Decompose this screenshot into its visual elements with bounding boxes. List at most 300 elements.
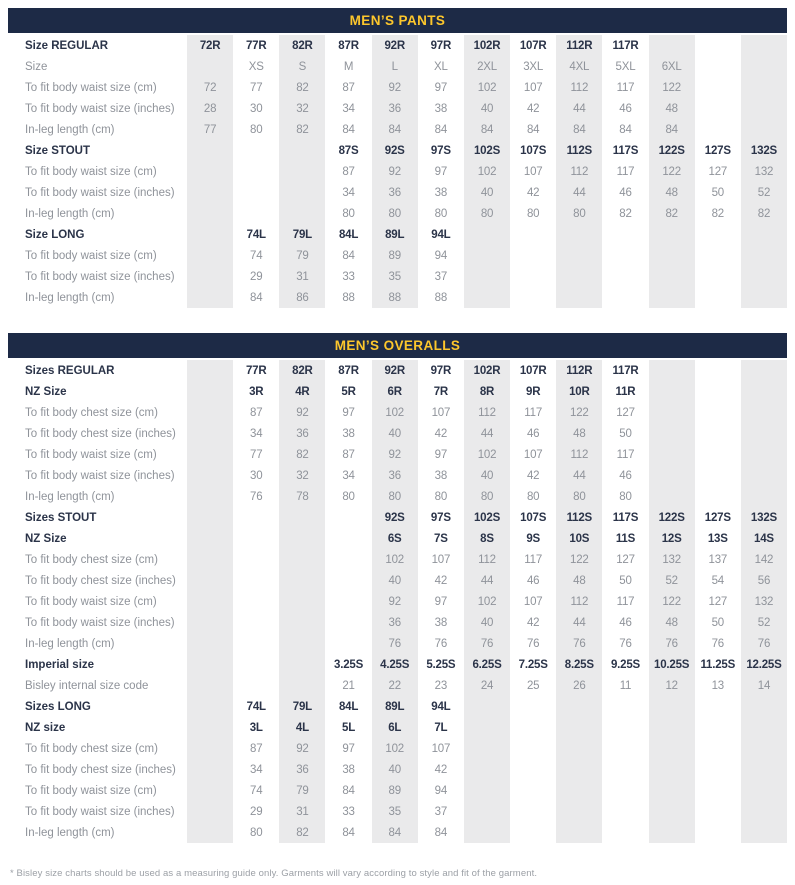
mens-pants-table [8, 8, 787, 308]
row-label: NZ size [25, 721, 66, 734]
value-cell: 44 [556, 98, 602, 119]
value-cell: 117 [616, 165, 635, 178]
value-cell [649, 486, 695, 507]
value-cell [741, 780, 787, 801]
value-cell: 34 [250, 427, 263, 440]
value-cell: 42 [526, 469, 540, 482]
value-cell [279, 570, 325, 591]
value-cell [187, 161, 233, 182]
value-cell [556, 266, 602, 287]
value-cell [279, 203, 325, 224]
table-row [8, 161, 787, 182]
size-code-cell: 112S [556, 507, 602, 528]
value-cell: 35 [372, 266, 418, 287]
table-row [8, 549, 787, 570]
size-code-cell [510, 224, 556, 245]
value-cell: 137 [708, 553, 728, 566]
size-code-cell [741, 717, 787, 738]
value-cell [602, 801, 648, 822]
value-cell [741, 801, 787, 822]
table-row [8, 119, 787, 140]
value-cell: 33 [342, 270, 355, 283]
value-cell: 22 [372, 675, 418, 696]
value-cell: 44 [556, 182, 602, 203]
row-label: Size [25, 60, 48, 73]
value-cell [741, 738, 787, 759]
value-cell [741, 402, 787, 423]
value-cell [187, 266, 233, 287]
row-label: To fit body waist size (inches) [25, 186, 175, 199]
value-cell: 84 [556, 119, 602, 140]
value-cell: 14 [741, 675, 787, 696]
value-cell: 87 [250, 406, 263, 419]
size-code-cell [187, 360, 233, 381]
value-cell [695, 119, 741, 140]
value-cell [649, 245, 695, 266]
size-code-cell [233, 140, 279, 161]
size-code-cell: 87R [338, 364, 359, 377]
size-code-cell [556, 696, 602, 717]
value-cell: 34 [342, 186, 355, 199]
value-cell: 44 [464, 570, 510, 591]
size-code-cell: 74L [246, 228, 266, 241]
value-cell: 102 [464, 77, 510, 98]
size-code-cell [741, 224, 787, 245]
value-cell [187, 549, 233, 570]
table-row [8, 266, 787, 287]
size-code-cell [279, 654, 325, 675]
value-cell [325, 591, 371, 612]
value-cell: 112 [556, 161, 602, 182]
value-cell: 26 [556, 675, 602, 696]
size-code-cell [741, 696, 787, 717]
value-cell: 72 [187, 77, 233, 98]
value-cell: 84 [372, 822, 418, 843]
table-row [8, 801, 787, 822]
value-cell: 107 [431, 742, 451, 755]
value-cell: 84 [434, 826, 448, 839]
value-cell: 29 [250, 270, 263, 283]
value-cell: 80 [464, 486, 510, 507]
value-cell: 84 [342, 123, 355, 136]
size-code-cell [649, 717, 695, 738]
value-cell: 80 [619, 490, 632, 503]
value-cell [649, 423, 695, 444]
size-code-cell: 12S [649, 528, 695, 549]
value-cell: 3XL [523, 60, 544, 73]
row-label: Sizes REGULAR [25, 364, 115, 377]
row-label: In-leg length (cm) [25, 123, 115, 136]
value-cell [741, 423, 787, 444]
value-cell: 92 [279, 402, 325, 423]
table-row [8, 612, 787, 633]
size-code-cell: 117S [612, 144, 639, 157]
table-row [8, 56, 787, 77]
value-cell [741, 56, 787, 77]
value-cell [464, 801, 510, 822]
value-cell [233, 612, 279, 633]
value-cell [187, 203, 233, 224]
value-cell [602, 266, 648, 287]
size-code-cell: 97R [430, 39, 452, 52]
value-cell [741, 77, 787, 98]
row-label: Bisley internal size code [25, 679, 149, 692]
size-code-cell [464, 696, 510, 717]
table-row [8, 570, 787, 591]
value-cell [649, 402, 695, 423]
value-cell: 88 [342, 291, 355, 304]
value-cell: 92 [372, 591, 418, 612]
value-cell: 89 [372, 245, 418, 266]
value-cell: 102 [372, 738, 418, 759]
value-cell: 82 [279, 444, 325, 465]
size-code-cell [695, 696, 741, 717]
value-cell: 76 [556, 633, 602, 654]
value-cell: 50 [619, 427, 632, 440]
size-code-cell: 7L [434, 721, 448, 734]
table-row [8, 633, 787, 654]
value-cell [510, 245, 556, 266]
table-row [8, 381, 787, 402]
value-cell: 82 [279, 119, 325, 140]
value-cell [233, 570, 279, 591]
value-cell: 97 [342, 406, 355, 419]
size-code-cell [279, 140, 325, 161]
value-cell [233, 633, 279, 654]
value-cell [279, 675, 325, 696]
value-cell [649, 266, 695, 287]
table-row [8, 486, 787, 507]
size-code-cell: 79L [279, 696, 325, 717]
value-cell: 12 [649, 675, 695, 696]
table-row [8, 822, 787, 843]
value-cell: 107 [523, 448, 543, 461]
size-code-cell: 92S [372, 140, 418, 161]
size-code-cell: 87S [338, 144, 359, 157]
value-cell: 42 [526, 186, 540, 199]
value-cell: 34 [342, 102, 355, 115]
value-cell: XL [434, 60, 448, 73]
value-cell: 36 [279, 759, 325, 780]
value-cell: 44 [556, 465, 602, 486]
row-label: To fit body waist size (inches) [25, 805, 175, 818]
table-row [8, 287, 787, 308]
value-cell: 54 [711, 574, 724, 587]
value-cell [695, 486, 741, 507]
value-cell: 76 [711, 637, 724, 650]
value-cell: 46 [526, 427, 540, 440]
value-cell: 82 [711, 207, 724, 220]
size-code-cell [279, 507, 325, 528]
value-cell: 92 [279, 738, 325, 759]
value-cell [187, 780, 233, 801]
value-cell: 112 [556, 77, 602, 98]
value-cell [741, 287, 787, 308]
value-cell: 84 [649, 119, 695, 140]
value-cell: 52 [649, 570, 695, 591]
value-cell [464, 738, 510, 759]
value-cell: 80 [372, 203, 418, 224]
mens-pants-title-bar [8, 8, 787, 33]
row-label: Size LONG [25, 228, 85, 241]
value-cell: 37 [434, 805, 448, 818]
value-cell: 2XL [464, 56, 510, 77]
value-cell [649, 780, 695, 801]
value-cell [233, 549, 279, 570]
value-cell: XS [248, 60, 264, 73]
value-cell [695, 287, 741, 308]
value-cell [602, 822, 648, 843]
value-cell [325, 570, 371, 591]
size-code-cell [649, 696, 695, 717]
value-cell: 88 [434, 291, 448, 304]
value-cell: 97 [342, 742, 355, 755]
value-cell [325, 549, 371, 570]
size-code-cell: 7S [434, 532, 448, 545]
size-code-cell: 132S [741, 507, 787, 528]
value-cell [602, 287, 648, 308]
value-cell: 84 [372, 119, 418, 140]
value-cell [187, 801, 233, 822]
row-label: Size REGULAR [25, 39, 109, 52]
value-cell: 102 [464, 591, 510, 612]
row-label: To fit body waist size (cm) [25, 595, 157, 608]
value-cell [279, 182, 325, 203]
size-code-cell: 11S [615, 532, 636, 545]
size-code-cell: 5R [341, 385, 356, 398]
row-label: To fit body waist size (cm) [25, 448, 157, 461]
value-cell: 122 [556, 549, 602, 570]
size-code-cell [233, 507, 279, 528]
value-cell: 40 [372, 570, 418, 591]
value-cell: 82 [279, 77, 325, 98]
value-cell: 38 [434, 469, 448, 482]
size-code-cell [510, 717, 556, 738]
value-cell: 92 [372, 77, 418, 98]
size-code-cell: 6R [372, 381, 418, 402]
value-cell [187, 182, 233, 203]
size-code-cell: 7R [433, 385, 449, 398]
row-label: Size STOUT [25, 144, 90, 157]
size-code-cell: 74L [246, 700, 266, 713]
value-cell: 112 [464, 402, 510, 423]
size-code-cell: 10R [556, 381, 602, 402]
size-code-cell [187, 654, 233, 675]
value-cell: 38 [434, 186, 448, 199]
value-cell [741, 759, 787, 780]
value-cell: 102 [372, 549, 418, 570]
value-cell [510, 759, 556, 780]
row-label: Sizes STOUT [25, 511, 97, 524]
value-cell [187, 591, 233, 612]
value-cell: 76 [526, 637, 540, 650]
size-code-cell: 97R [430, 364, 452, 377]
value-cell: 74 [250, 784, 263, 797]
value-cell: 97 [434, 448, 448, 461]
size-code-cell: 89L [372, 696, 418, 717]
value-cell: 48 [649, 612, 695, 633]
value-cell: 132 [741, 591, 787, 612]
value-cell: 80 [556, 486, 602, 507]
value-cell: 35 [372, 801, 418, 822]
size-code-cell: 82R [279, 360, 325, 381]
value-cell: 48 [556, 570, 602, 591]
value-cell: 107 [523, 595, 543, 608]
value-cell: 117 [524, 406, 543, 419]
value-cell [187, 423, 233, 444]
table-row [8, 654, 787, 675]
value-cell: 11 [619, 679, 632, 692]
size-code-cell: 92S [372, 507, 418, 528]
size-code-cell [464, 224, 510, 245]
value-cell: 82 [741, 203, 787, 224]
size-code-cell [279, 528, 325, 549]
value-cell: 32 [279, 98, 325, 119]
value-cell: 77 [250, 448, 263, 461]
row-label: In-leg length (cm) [25, 207, 115, 220]
size-code-cell: 11R [615, 385, 636, 398]
size-code-cell [187, 507, 233, 528]
value-cell [464, 822, 510, 843]
value-cell [602, 780, 648, 801]
value-cell [695, 402, 741, 423]
size-code-cell: 94L [431, 700, 451, 713]
value-cell: 33 [342, 805, 355, 818]
size-code-cell: 97S [430, 144, 451, 157]
value-cell: 107 [431, 553, 451, 566]
row-label: To fit body waist size (inches) [25, 469, 175, 482]
value-cell [187, 56, 233, 77]
table-row [8, 528, 787, 549]
mens-pants-title: MEN’S PANTS [349, 13, 446, 28]
size-code-cell: 4L [279, 717, 325, 738]
size-code-cell: 117S [612, 511, 639, 524]
size-code-cell: 72R [187, 35, 233, 56]
value-cell [233, 203, 279, 224]
row-label: To fit body chest size (cm) [25, 406, 158, 419]
size-code-cell: 8.25S [556, 654, 602, 675]
row-label: To fit body waist size (cm) [25, 165, 157, 178]
value-cell: 97 [434, 81, 448, 94]
value-cell: 84 [619, 123, 632, 136]
value-cell: 50 [711, 616, 724, 629]
footnote: * Bisley size charts should be used as a measuring guide only. Garments will vary according to style and fit of the garment. [10, 868, 538, 879]
value-cell: 36 [372, 465, 418, 486]
value-cell [741, 444, 787, 465]
size-code-cell: 132S [741, 140, 787, 161]
row-label: To fit body waist size (inches) [25, 270, 175, 283]
value-cell [187, 675, 233, 696]
value-cell: 76 [741, 633, 787, 654]
row-label: In-leg length (cm) [25, 490, 115, 503]
value-cell [649, 822, 695, 843]
value-cell: 80 [556, 203, 602, 224]
size-code-cell: 79L [279, 224, 325, 245]
value-cell [187, 633, 233, 654]
value-cell: 76 [619, 637, 632, 650]
value-cell [695, 759, 741, 780]
value-cell: 37 [434, 270, 448, 283]
size-code-cell: 12.25S [741, 654, 787, 675]
size-code-cell: 11.25S [700, 658, 736, 671]
value-cell: 38 [342, 427, 355, 440]
value-cell: 142 [741, 549, 787, 570]
value-cell: M [343, 60, 354, 73]
value-cell: 122 [649, 161, 695, 182]
value-cell: 132 [741, 161, 787, 182]
value-cell [187, 612, 233, 633]
value-cell [279, 161, 325, 182]
value-cell: 74 [250, 249, 263, 262]
value-cell: 52 [741, 182, 787, 203]
size-code-cell: 122S [649, 507, 695, 528]
value-cell: 48 [649, 182, 695, 203]
value-cell: 117 [616, 595, 635, 608]
value-cell [695, 423, 741, 444]
value-cell [695, 98, 741, 119]
value-cell: 127 [616, 553, 635, 566]
size-code-cell [695, 360, 741, 381]
value-cell [695, 56, 741, 77]
table-row [8, 759, 787, 780]
value-cell: 112 [556, 444, 602, 465]
value-cell: 102 [464, 444, 510, 465]
size-code-cell [602, 717, 648, 738]
size-code-cell: 117R [612, 364, 639, 377]
value-cell [741, 266, 787, 287]
value-cell: 40 [464, 465, 510, 486]
value-cell [187, 245, 233, 266]
size-code-cell: 9R [526, 385, 541, 398]
row-label: To fit body chest size (cm) [25, 742, 158, 755]
size-code-cell [187, 381, 233, 402]
value-cell: 94 [434, 784, 448, 797]
size-code-cell [325, 528, 371, 549]
size-code-cell: 112R [556, 360, 602, 381]
value-cell: 84 [464, 119, 510, 140]
value-cell [741, 822, 787, 843]
value-cell: 46 [619, 469, 632, 482]
value-cell: 86 [279, 287, 325, 308]
size-code-cell: 84L [338, 700, 359, 713]
value-cell: 56 [741, 570, 787, 591]
value-cell [602, 738, 648, 759]
table-row [8, 224, 787, 245]
value-cell: 87 [342, 81, 355, 94]
row-label: NZ Size [25, 532, 67, 545]
value-cell: 13 [711, 679, 724, 692]
value-cell: 88 [372, 287, 418, 308]
value-cell: 92 [372, 444, 418, 465]
value-cell: 77 [187, 119, 233, 140]
size-code-cell: 94L [431, 228, 451, 241]
value-cell: 76 [464, 633, 510, 654]
value-cell: 28 [187, 98, 233, 119]
value-cell: 36 [372, 182, 418, 203]
mens-overalls-title: MEN’S OVERALLS [334, 338, 461, 353]
value-cell: 46 [526, 574, 540, 587]
size-code-cell: 92R [372, 35, 418, 56]
value-cell [325, 633, 371, 654]
size-code-cell: 7.25S [518, 658, 548, 671]
value-cell [649, 759, 695, 780]
size-code-cell: 87R [338, 39, 359, 52]
size-code-cell: 9.25S [610, 658, 641, 671]
value-cell: 77 [250, 81, 263, 94]
value-cell: 112 [464, 549, 510, 570]
size-code-cell: 5.25S [426, 658, 456, 671]
value-cell: 127 [616, 406, 635, 419]
